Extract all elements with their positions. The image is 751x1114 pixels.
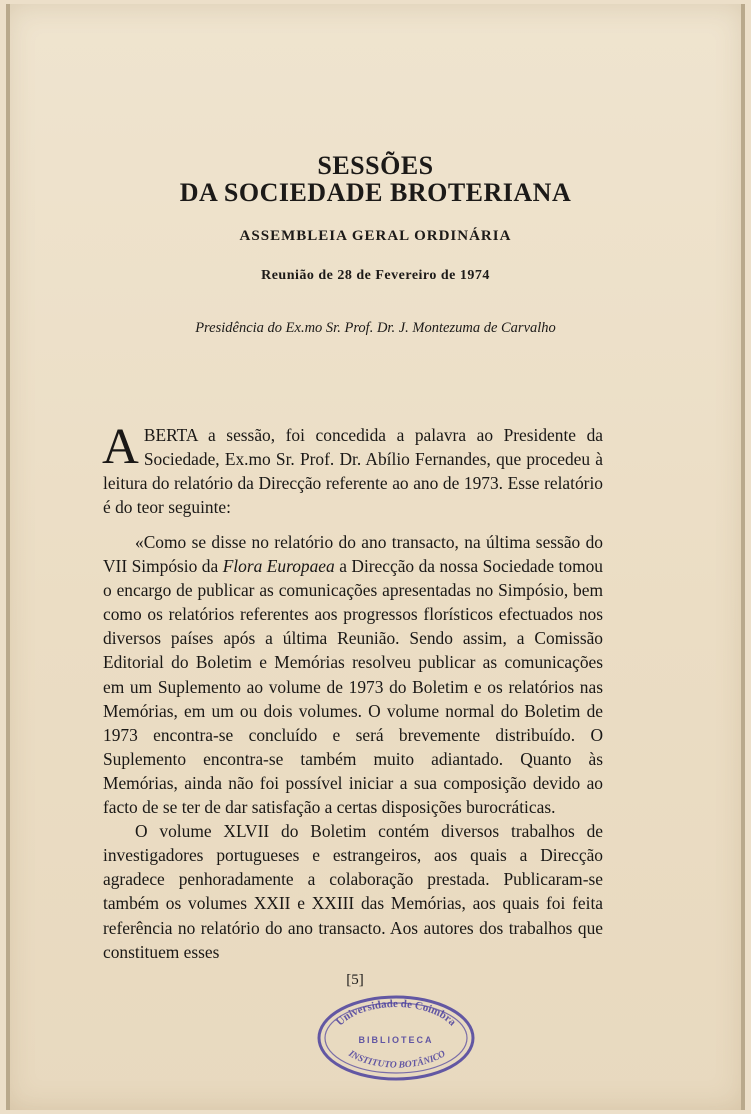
- heading-line1: SESSÕES: [317, 151, 434, 180]
- report-text-a: «Como se disse no relatório do ano transacto, na última sessão do VII Simpósio da: [103, 532, 603, 577]
- opening-paragraph: [102, 419, 603, 519]
- presidency-line: Presidência do Ex.mo Sr. Prof. Dr. J. Montezuma de Carvalho: [195, 320, 556, 336]
- heading-line2: DA SOCIEDADE BROTERIANA: [179, 178, 572, 207]
- stamp-top-text: Universidade de Coimbra: [333, 997, 459, 1029]
- meeting-date: Reunião de 28 de Fevereiro de 1974: [261, 268, 490, 283]
- page-number: [5]: [346, 972, 364, 988]
- library-stamp: [316, 993, 477, 1083]
- report-text-b: a Direcção da nossa Sociedade tomou o encargo de publicar as comunicações apresentadas no Simpósio, bem como os relatórios referentes aos progressos florísticos efectuados nos diversos países após a última Reunião. Sendo assim, a Comissão Editorial do Boletim e Memórias resolveu publicar as comunicações em um Suplemento ao volume de 1973 do Boletim e os relatórios nas Memórias, em um ou dois volumes. O volume normal do Boletim de 1973 encontra-se concluído e será brevemente distribuído. O Suplemento encontra-se também muito adiantado. Quanto às Memórias, ainda não foi possível iniciar a sua composição devido ao facto de se ter de dar satisfação a certas disposições burocráticas.: [103, 556, 603, 818]
- stamp-middle-text: BIBLIOTECA: [358, 1035, 434, 1045]
- stamp-bottom-text: INSTITUTO BOTÂNICO: [346, 1049, 448, 1071]
- svg-text:INSTITUTO BOTÂNICO: [346, 1049, 448, 1071]
- report-text-c: O volume XLVII do Boletim contém diversos trabalhos de investigadores portugueses e estrangeiros, aos quais a Direcção agradece penhoradamente a colaboração prestada. Publicaram-se também os volumes XXII e XXIII das Memórias, aos quais foi feita referência no relatório do ano transacto. Aos autores dos trabalhos que constituem esses: [103, 821, 603, 962]
- opening-paragraph-text: BERTA a sessão, foi concedida a palavra ao Presidente da Sociedade, Ex.mo Sr. Prof. Dr. Abílio Fernandes, que procedeu à leitura do relatório da Direcção referente ao ano de 1973. Esse relatório é do teor seguinte:: [103, 425, 603, 518]
- drop-cap: A: [102, 419, 139, 475]
- report-paragraph: [103, 530, 603, 964]
- report-italic-title: Flora Europaea: [222, 556, 335, 577]
- assembly-heading: ASSEMBLEIA GERAL ORDINÁRIA: [239, 228, 512, 244]
